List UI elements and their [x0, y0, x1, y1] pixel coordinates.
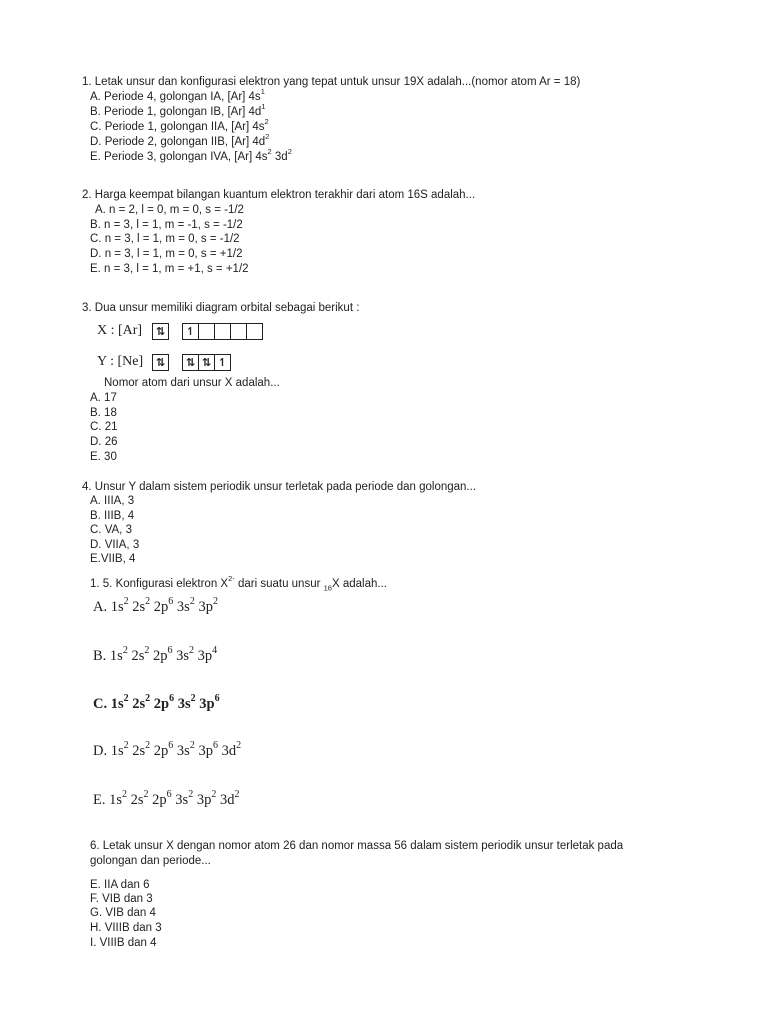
- orbital-box-paired: ⇅: [183, 355, 199, 370]
- q2-option-e: E. n = 3, l = 1, m = +1, s = +1/2: [90, 263, 249, 275]
- orbital-box-single: ↿: [217, 356, 228, 369]
- orbital-box-empty: [231, 324, 247, 339]
- q4-option-b: B. IIIB, 4: [90, 510, 135, 522]
- q1-stem: 1. Letak unsur dan konfigurasi elektron yang tepat untuk unsur 19X adalah...(nomor atom Ar = 18): [82, 76, 581, 88]
- q3-stem: 3. Dua unsur memiliki diagram orbital sebagai berikut :: [82, 302, 360, 314]
- q6-stem-line2: golongan dan periode...: [90, 855, 211, 867]
- orbital-box-paired: ⇅: [155, 356, 166, 369]
- q4-option-d: D. VIIA, 3: [90, 539, 140, 551]
- orbital-box-paired: ⇅: [155, 325, 166, 338]
- q3-option-b: B. 18: [90, 407, 117, 419]
- q6-option-i: I. VIIIB dan 4: [90, 937, 157, 949]
- q4-option-e: E.VIIB, 4: [90, 553, 136, 565]
- q5-option-b: B. $1s^2$ $2s^2$ $2p^6$ $3s^2$ $3p^4$: [93, 645, 218, 664]
- q1-option-b: B. Periode 1, golongan IB, [Ar] $4d^1$: [90, 102, 266, 118]
- q6-option-e: E. IIA dan 6: [90, 879, 150, 891]
- q6-option-g: G. VIB dan 4: [90, 907, 156, 919]
- q5-option-d: D. $1s^2$ $2s^2$ $2p^6$ $3s^2$ $3p^6$ $3d^2$: [93, 740, 242, 759]
- orbital-box-single: ↿: [183, 324, 199, 339]
- x-4s-orbital: [152, 323, 169, 340]
- q5-stem: 1. 5. Konfigurasi elektron $X^{2-}$ dari suatu unsur $_{16}$X adalah...: [90, 574, 387, 593]
- q3-option-e: E. 30: [90, 451, 117, 463]
- q5-option-c: C. $1s^2$ $2s^2$ $2p^6$ $3s^2$ $3p^6$: [93, 693, 220, 712]
- q3-option-c: C. 21: [90, 421, 118, 433]
- q2-option-d: D. n = 3, l = 1, m = 0, s = +1/2: [90, 248, 243, 260]
- q6-option-h: H. VIIIB dan 3: [90, 922, 162, 934]
- q2-stem: 2. Harga keempat bilangan kuantum elektron terakhir dari atom 16S adalah...: [82, 189, 476, 201]
- y-config-label: Y : [Ne]: [97, 354, 144, 369]
- x-config-label: X : [Ar]: [97, 323, 143, 338]
- y-3s-orbital: [152, 354, 169, 371]
- q3-option-a: A. 17: [90, 392, 117, 404]
- q2-option-a: A. n = 2, l = 0, m = 0, s = -1/2: [95, 204, 244, 216]
- q2-option-b: B. n = 3, l = 1, m = -1, s = -1/2: [90, 219, 243, 231]
- orbital-box-paired: ⇅: [199, 355, 215, 370]
- q4-option-c: C. VA, 3: [90, 524, 132, 536]
- q6-stem-line1: 6. Letak unsur X dengan nomor atom 26 dan nomor massa 56 dalam sistem periodik unsur terletak pada: [90, 840, 624, 852]
- q5-option-a: A. $1s^2$ $2s^2$ $2p^6$ $3s^2$ $3p^2$: [93, 596, 218, 615]
- orbital-box-empty: [247, 324, 262, 339]
- orbital-box-empty: [199, 324, 215, 339]
- q2-option-c: C. n = 3, l = 1, m = 0, s = -1/2: [90, 233, 240, 245]
- y-3p-orbitals: [182, 354, 231, 371]
- q1-option-d: D. Periode 2, golongan IIB, [Ar] $4d^2$: [90, 132, 270, 148]
- q3-option-d: D. 26: [90, 436, 118, 448]
- q5-option-e: E. $1s^2$ $2s^2$ $2p^6$ $3s^2$ $3p^2$ $3d^2$: [93, 789, 240, 808]
- x-3d-orbitals: [182, 323, 263, 340]
- q3-question: Nomor atom dari unsur X adalah...: [104, 377, 280, 389]
- orbital-box-empty: [215, 324, 231, 339]
- q4-stem: 4. Unsur Y dalam sistem periodik unsur terletak pada periode dan golongan...: [82, 481, 477, 493]
- q6-option-f: F. VIB dan 3: [90, 893, 153, 905]
- q1-option-a: A. Periode 4, golongan IA, [Ar] $4s^1$: [90, 87, 265, 103]
- q1-option-c: C. Periode 1, golongan IIA, [Ar] $4s^2$: [90, 117, 269, 133]
- q4-option-a: A. IIIA, 3: [90, 495, 135, 507]
- q1-option-e: E. Periode 3, golongan IVA, [Ar] $4s^2$ $3d^2$: [90, 147, 292, 163]
